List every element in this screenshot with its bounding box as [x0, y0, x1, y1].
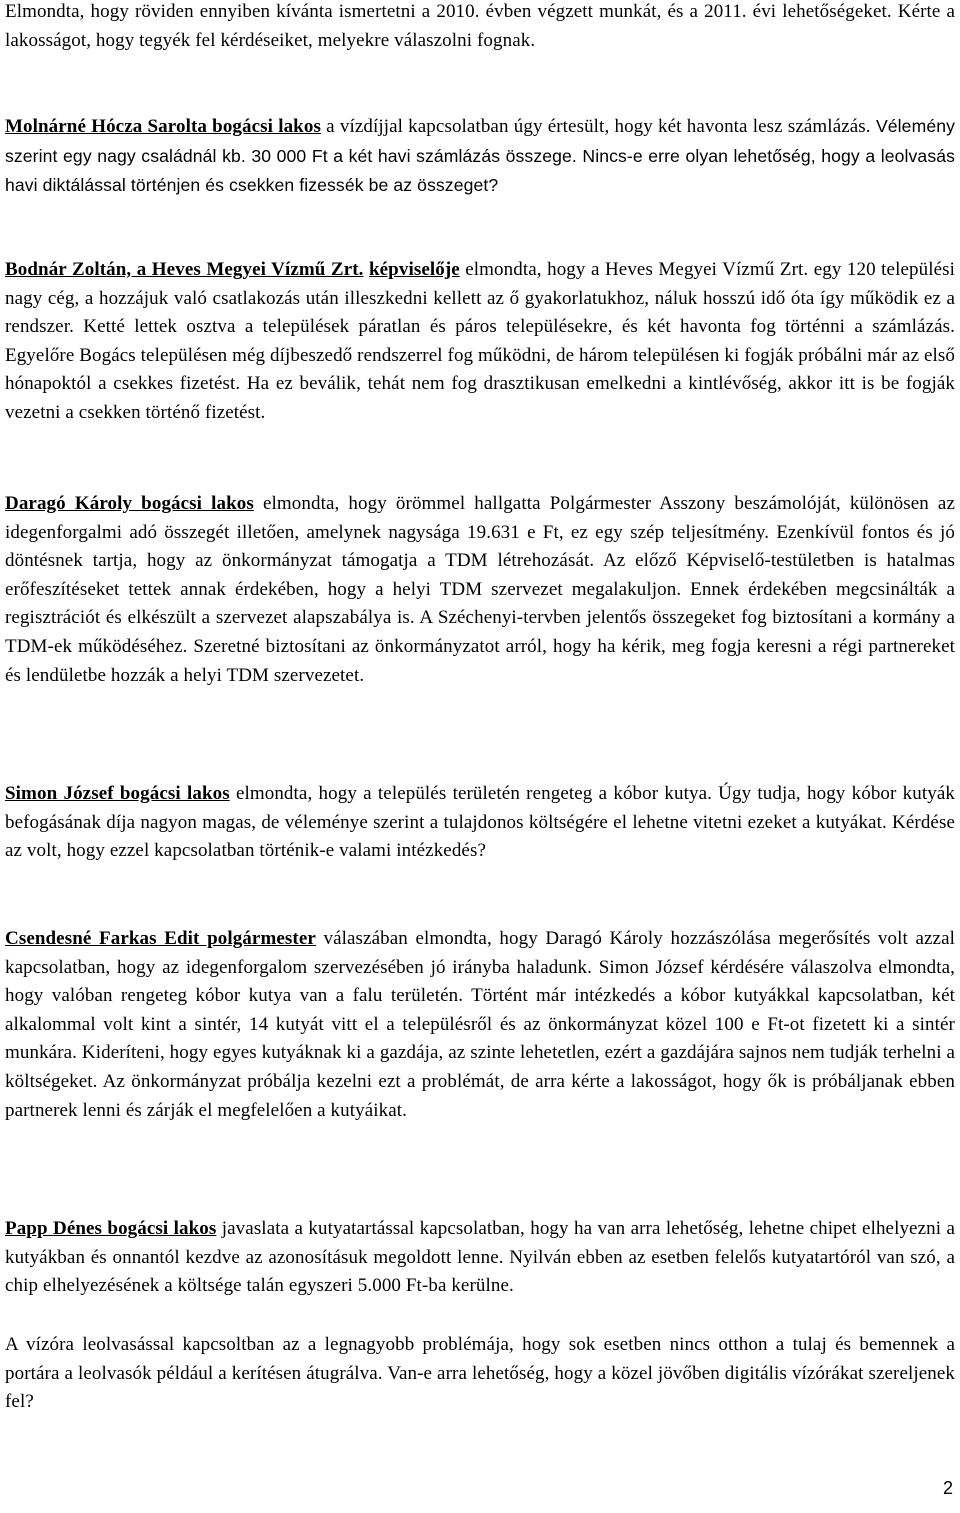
- paragraph-csendesne: [5, 925, 955, 1125]
- paragraph-papp: [5, 1215, 955, 1301]
- speaker-name: Simon József bogácsi lakos: [5, 783, 230, 804]
- paragraph-text: elmondta, hogy a település területén rengeteg a kóbor kutya. Úgy tudja, hogy kóbor kutyák befogásának díja nagyon magas, de véleménye szerint a tulajdonos költségére el lehetne vitetni ezeket a kutyákat. Kérdése az volt, hogy ezzel kapcsolatban történik-e valami intézkedés?: [5, 783, 955, 862]
- paragraph-molnarne: [5, 112, 955, 201]
- speaker-name: Molnárné Hócza Sarolta bogácsi lakos: [5, 116, 321, 137]
- paragraph-text: a vízdíjjal kapcsolatban úgy értesült, hogy két havonta lesz számlázás.: [320, 116, 871, 137]
- speaker-role: képviselője: [368, 259, 460, 280]
- paragraph-text: Elmondta, hogy röviden ennyiben kívánta ismertetni a 2010. évben végzett munkát, és a 2011. évi lehetőségeket. Kérte a lakosságot, hogy tegyék fel kérdéseiket, melyekre válaszolni fognak.: [5, 1, 955, 51]
- paragraph-text: Vélemény szerint egy nagy családnál kb. 30 000 Ft a két havi számlázás összege.: [5, 116, 955, 166]
- paragraph-intro: [5, 0, 955, 55]
- paragraph-vizora: [5, 1331, 955, 1417]
- paragraph-text: javaslata a kutyatartással kapcsolatban, hogy ha van arra lehetőség, lehetne chipet elhelyezni a kutyákban és onnantól kezdve az azonosításuk megoldott lenne. Nyilván ebben az esetben felelős kutyatartóról van szó, a chip elhelyezésének a költsége talán egyszeri 5.000 Ft-ba kerülne.: [5, 1218, 955, 1297]
- paragraph-darago: [5, 490, 955, 690]
- page-number: 2: [942, 1478, 953, 1498]
- speaker-name: Papp Dénes bogácsi lakos: [5, 1218, 217, 1239]
- paragraph-bodnar: [5, 256, 955, 428]
- speaker-name: Daragó Károly bogácsi lakos: [5, 493, 254, 514]
- paragraph-text: egy 120 települési nagy cég, a hozzájuk való csatlakozás után illeszkedni kellett az ő gyakorlatukhoz, náluk hosszú idő óta így működik ez a rendszer. Ketté lettek osztva a települések páratlan és páros településekre, és két havonta fog történni a számlázás. Egyelőre Bogács településen még díjbeszedő rendszerrel fog működni, de három településen ki fogják próbálni már az első hónapoktól a csekkes fizetést. Ha ez beválik, tehát nem fog drasztikusan emelkedni a kintlévőség, akkor itt is be fogják vezetni a csekken történő fizetést.: [5, 259, 955, 423]
- speaker-name: Csendesné Farkas Edit polgármester: [5, 928, 316, 949]
- speaker-name: Bodnár Zoltán, a Heves Megyei Vízmű Zrt.: [5, 259, 364, 280]
- paragraph-text: A vízóra leolvasással kapcsoltban az a legnagyobb problémája, hogy sok esetben nincs otthon a tulaj és bemennek a portára a leolvasók például a kerítésen átugrálva. Van-e arra lehetőség, hogy a közel jövőben digitális vízórákat szereljenek fel?: [5, 1334, 955, 1413]
- paragraph-text: elmondta, hogy a Heves Megyei Vízmű Zrt.: [459, 259, 809, 280]
- paragraph-text: elmondta, hogy örömmel hallgatta Polgármester Asszony beszámolóját, különösen az idegenforgalmi adó összegét illetően, amelynek nagysága 19.631 e Ft, ez egy szép teljesítmény. Ezenkívül fontos és jó döntésnek tartja, hogy az önkormányzat támogatja a TDM létrehozását. Az előző Képviselő-testületben is hatalmas erőfeszítéseket tettek annak érdekében, hogy a helyi TDM szervezet megalakuljon. Ennek érdekében megcsinálták a regisztrációt és elkészült a szervezet alapszabálya is. A Széchenyi-tervben jelentős összegeket fog biztosítani a kormány a TDM-ek működéséhez. Szeretné biztosítani az önkormányzatot arról, hogy ha kérik, meg fogja keresni a régi partnereket és lendületbe hozzák a helyi TDM szervezetet.: [5, 493, 955, 686]
- paragraph-simon: [5, 780, 955, 866]
- paragraph-text: Nincs-e erre olyan lehetőség, hogy a leolvasás havi diktálással történjen és csekken fizessék be az összeget?: [5, 145, 955, 196]
- paragraph-text: válaszában elmondta, hogy Daragó Károly hozzászólása megerősítés volt azzal kapcsolatban, hogy az idegenforgalom szervezésében jó irányba haladunk. Simon József kérdésére válaszolva elmondta, hogy valóban rengeteg kóbor kutya van a falu területén. Történt már intézkedés a kóbor kutyákkal kapcsolatban, két alkalommal volt kint a sintér, 14 kutyát vitt el a településről és az önkormányzat közel 100 e Ft-ot fizetett ki a sintér munkára. Kideríteni, hogy egyes kutyáknak ki a gazdája, az szinte lehetetlen, ezért a gazdájára sajnos nem tudják terhelni a költségeket. Az önkormányzat próbálja kezelni ezt a problémát, de arra kérte a lakosságot, hogy ők is próbáljanak ebben partnerek lenni és zárják el megfelelően a kutyáikat.: [5, 928, 955, 1121]
